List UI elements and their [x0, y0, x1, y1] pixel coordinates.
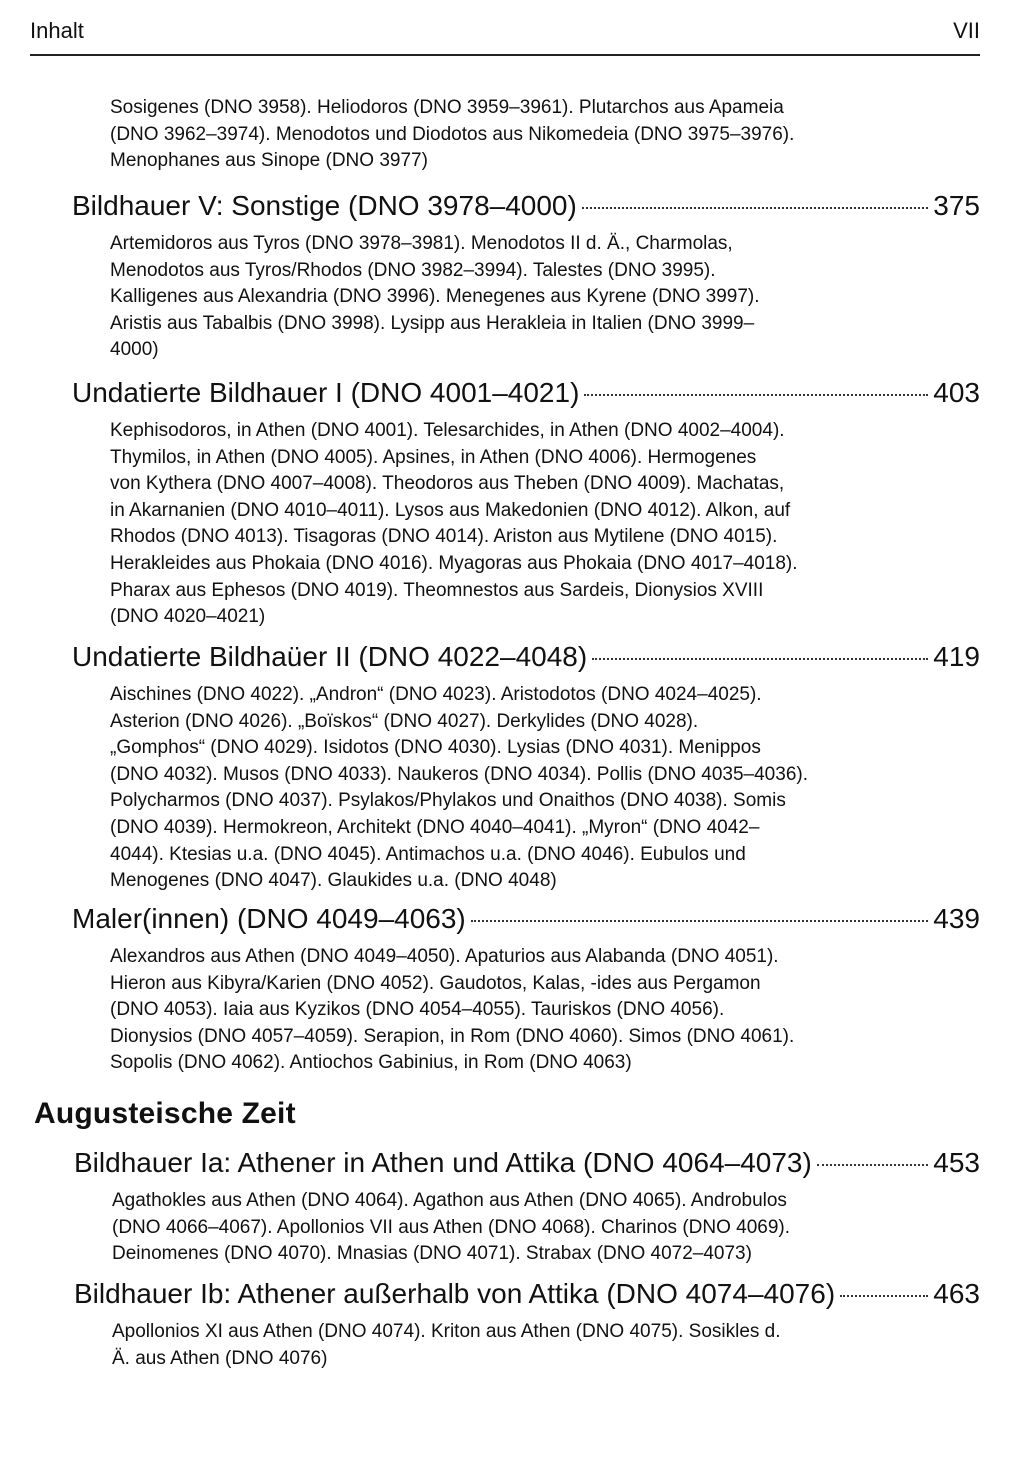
- entry-description: [112, 1319, 980, 1372]
- page-number: VII: [953, 18, 980, 43]
- toc-entry-heading[interactable]: [72, 189, 980, 223]
- description-line: Asterion (DNO 4026). „Boïskos“ (DNO 4027). Derkylides (DNO 4028).: [110, 710, 699, 732]
- era-heading: Augusteische Zeit: [34, 1097, 296, 1130]
- description-line: Aischines (DNO 4022). „Andron“ (DNO 4023). Aristodotos (DNO 4024–4025).: [110, 684, 762, 705]
- description-line: Herakleides aus Phokaia (DNO 4016). Myagoras aus Phokaia (DNO 4017–4018).: [110, 552, 798, 574]
- toc-entry: [72, 902, 980, 1077]
- entry-page-number: 419: [933, 641, 980, 672]
- description-line: Rhodos (DNO 4013). Tisagoras (DNO 4014). Ariston aus Mytilene (DNO 4015).: [110, 526, 778, 548]
- description-line: Pharax aus Ephesos (DNO 4019). Theomnestos aus Sardeis, Dionysios XVIII: [110, 579, 764, 601]
- dot-leader: [584, 394, 928, 396]
- description-line: Ä. aus Athen (DNO 4076): [112, 1347, 328, 1369]
- toc-entry-heading[interactable]: [74, 1146, 980, 1180]
- toc-entry: [72, 189, 980, 364]
- entry-description: [110, 231, 980, 364]
- running-head: [30, 14, 980, 56]
- description-line: (DNO 3962–3974). Menodotos und Diodotos aus Nikomedeia (DNO 3975–3976).: [110, 123, 795, 145]
- description-line: 4000): [110, 339, 159, 361]
- description-line: Dionysios (DNO 4057–4059). Serapion, in Rom (DNO 4060). Simos (DNO 4061).: [110, 1025, 795, 1047]
- entry-page-number: 453: [933, 1147, 980, 1178]
- toc-entry-heading[interactable]: [72, 376, 980, 410]
- toc-entry: [74, 1146, 980, 1268]
- description-line: (DNO 4066–4067). Apollonios VII aus Athen (DNO 4068). Charinos (DNO 4069).: [112, 1216, 791, 1238]
- entry-description: [110, 944, 980, 1077]
- dot-leader: [582, 207, 928, 209]
- description-line: 4044). Ktesias u.a. (DNO 4045). Antimachos u.a. (DNO 4046). Eubulos und: [110, 843, 746, 865]
- description-line: Sopolis (DNO 4062). Antiochos Gabinius, in Rom (DNO 4063): [110, 1052, 632, 1074]
- entry-title: Bildhauer Ia: Athener in Athen und Attika (DNO 4064–4073): [74, 1147, 812, 1178]
- entry-description: [110, 682, 980, 895]
- toc-entry-heading[interactable]: [72, 640, 980, 674]
- entry-title: Undatierte Bildhaüer II (DNO 4022–4048): [72, 641, 588, 672]
- description-line: Alexandros aus Athen (DNO 4049–4050). Apaturios aus Alabanda (DNO 4051).: [110, 946, 779, 967]
- entry-page-number: 403: [933, 377, 980, 408]
- description-line: Kephisodoros, in Athen (DNO 4001). Telesarchides, in Athen (DNO 4002–4004).: [110, 420, 785, 441]
- toc-entry-heading[interactable]: [74, 1277, 980, 1311]
- running-head-title: Inhalt: [30, 18, 84, 43]
- description-line: (DNO 4053). Iaia aus Kyzikos (DNO 4054–4055). Tauriskos (DNO 4056).: [110, 999, 725, 1021]
- dot-leader: [592, 658, 928, 660]
- description-line: Menogenes (DNO 4047). Glaukides u.a. (DNO 4048): [110, 870, 557, 892]
- description-line: Menodotos aus Tyros/Rhodos (DNO 3982–3994). Talestes (DNO 3995).: [110, 259, 716, 281]
- description-line: Aristis aus Tabalbis (DNO 3998). Lysipp aus Herakleia in Italien (DNO 3999–: [110, 312, 755, 334]
- entry-page-number: 463: [933, 1278, 980, 1309]
- entry-description: [110, 418, 980, 631]
- description-line: von Kythera (DNO 4007–4008). Theodoros aus Theben (DNO 4009). Machatas,: [110, 473, 785, 495]
- description-line: Artemidoros aus Tyros (DNO 3978–3981). Menodotos II d. Ä., Charmolas,: [110, 233, 733, 254]
- description-line: Kalligenes aus Alexandria (DNO 3996). Menegenes aus Kyrene (DNO 3997).: [110, 286, 760, 308]
- description-line: Thymilos, in Athen (DNO 4005). Apsines, in Athen (DNO 4006). Hermogenes: [110, 446, 757, 468]
- entry-description: [112, 1188, 980, 1268]
- dot-leader: [471, 920, 929, 922]
- description-line: (DNO 4039). Hermokreon, Architekt (DNO 4040–4041). „Myron“ (DNO 4042–: [110, 816, 760, 838]
- entry-title: Maler(innen) (DNO 4049–4063): [72, 903, 466, 934]
- toc-entry-continuation: [72, 95, 980, 175]
- dot-leader: [840, 1295, 928, 1297]
- entry-description: [110, 95, 980, 175]
- entry-title: Undatierte Bildhauer I (DNO 4001–4021): [72, 377, 580, 408]
- toc-entry: [72, 376, 980, 631]
- description-line: Agathokles aus Athen (DNO 4064). Agathon aus Athen (DNO 4065). Androbulos: [112, 1190, 787, 1211]
- description-line: Hieron aus Kibyra/Karien (DNO 4052). Gaudotos, Kalas, -ides aus Pergamon: [110, 972, 761, 994]
- toc-entry: [72, 640, 980, 895]
- toc-entry: [74, 1277, 980, 1372]
- toc-entry-heading[interactable]: [72, 902, 980, 936]
- entry-page-number: 439: [933, 903, 980, 934]
- description-line: in Akarnanien (DNO 4010–4011). Lysos aus Makedonien (DNO 4012). Alkon, auf: [110, 499, 791, 521]
- description-line: Polycharmos (DNO 4037). Psylakos/Phylakos und Onaithos (DNO 4038). Somis: [110, 790, 786, 812]
- entry-page-number: 375: [933, 190, 980, 221]
- description-line: Deinomenes (DNO 4070). Mnasias (DNO 4071). Strabax (DNO 4072–4073): [112, 1243, 752, 1265]
- entry-title: Bildhauer Ib: Athener außerhalb von Attika (DNO 4074–4076): [74, 1278, 836, 1309]
- description-line: „Gomphos“ (DNO 4029). Isidotos (DNO 4030). Lysias (DNO 4031). Menippos: [110, 737, 761, 759]
- description-line: Sosigenes (DNO 3958). Heliodoros (DNO 3959–3961). Plutarchos aus Apameia: [110, 97, 784, 118]
- description-line: Apollonios XI aus Athen (DNO 4074). Kriton aus Athen (DNO 4075). Sosikles d.: [112, 1321, 781, 1342]
- entry-title: Bildhauer V: Sonstige (DNO 3978–4000): [72, 190, 577, 221]
- description-line: (DNO 4020–4021): [110, 606, 266, 628]
- description-line: (DNO 4032). Musos (DNO 4033). Naukeros (DNO 4034). Pollis (DNO 4035–4036).: [110, 763, 808, 785]
- dot-leader: [817, 1164, 928, 1166]
- description-line: Menophanes aus Sinope (DNO 3977): [110, 150, 428, 172]
